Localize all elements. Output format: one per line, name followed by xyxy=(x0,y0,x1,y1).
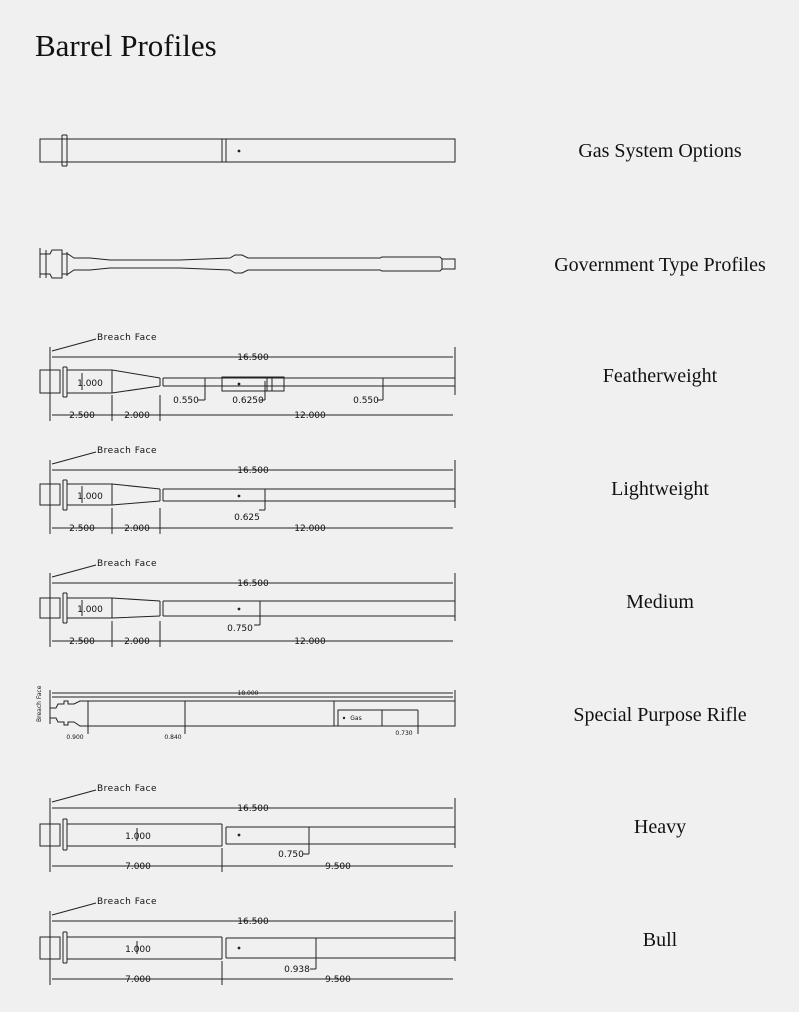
overall-length-dim: 16.500 xyxy=(237,353,269,363)
bore-dim: 1.000 xyxy=(125,945,151,955)
profile-heavy xyxy=(0,776,799,876)
segment-dim-1: 2.500 xyxy=(69,637,95,647)
diameter-dim-1: 0.938 xyxy=(284,965,310,975)
diameter-dim-2: 0.840 xyxy=(164,734,182,741)
barrel-drawing-featherweight xyxy=(0,325,470,425)
breach-face-label: Breach Face xyxy=(97,784,158,794)
overall-length-dim: 16.500 xyxy=(237,804,269,814)
diameter-dim-1: 0.900 xyxy=(66,734,84,741)
segment-dim-2: 2.000 xyxy=(124,524,150,534)
segment-dim-1: 2.500 xyxy=(69,524,95,534)
barrel-drawing-bull xyxy=(0,889,470,989)
profile-lightweight xyxy=(0,438,799,538)
overall-length-dim: 16.500 xyxy=(237,466,269,476)
diameter-dim-2: 0.6250 xyxy=(232,396,264,406)
barrel-drawing-heavy xyxy=(0,776,470,876)
bore-dim: 1.000 xyxy=(77,605,103,615)
barrel-drawing-gas-system xyxy=(0,130,470,180)
profile-government xyxy=(0,238,799,288)
segment-dim-2: 9.500 xyxy=(325,975,351,985)
profile-label: Gas System Options xyxy=(578,140,742,162)
profile-label: Featherweight xyxy=(602,365,718,387)
profile-label: Bull xyxy=(642,929,678,951)
bore-dim: 1.000 xyxy=(77,379,103,389)
page-title: Barrel Profiles xyxy=(35,28,217,63)
segment-dim-2: 9.500 xyxy=(325,862,351,872)
segment-dim-2: 2.000 xyxy=(124,637,150,647)
segment-dim-1: 2.500 xyxy=(69,411,95,421)
barrel-drawing-medium xyxy=(0,551,470,651)
segment-dim-3: 12.000 xyxy=(294,524,326,534)
profile-special-purpose-rifle xyxy=(0,684,799,744)
diameter-dim-3: 0.550 xyxy=(353,396,379,406)
diameter-dim-1: 0.550 xyxy=(173,396,199,406)
segment-dim-1: 7.000 xyxy=(125,975,151,985)
profile-bull xyxy=(0,889,799,989)
barrel-drawing-spr xyxy=(0,684,470,744)
profile-medium xyxy=(0,551,799,651)
gas-port-label: Gas xyxy=(350,715,362,722)
diameter-dim-1: 0.750 xyxy=(227,624,253,634)
segment-dim-2: 2.000 xyxy=(124,411,150,421)
diameter-dim-3: 0.730 xyxy=(395,730,413,737)
profile-label: Government Type Profiles xyxy=(554,254,766,276)
profile-label: Lightweight xyxy=(611,478,709,500)
barrel-drawing-government xyxy=(0,238,470,288)
segment-dim-3: 12.000 xyxy=(294,411,326,421)
profile-label: Special Purpose Rifle xyxy=(573,704,747,726)
breach-face-label: Breach Face xyxy=(97,559,158,569)
profile-label: Heavy xyxy=(633,816,687,838)
overall-length-dim: 16.500 xyxy=(237,917,269,927)
breach-face-label: Breach Face xyxy=(97,897,158,907)
profile-gas-system xyxy=(0,130,799,180)
breach-face-label: Breach Face xyxy=(97,446,158,456)
bore-dim: 1.000 xyxy=(77,492,103,502)
diameter-dim-1: 0.625 xyxy=(234,513,260,523)
overall-length-dim: 18.000 xyxy=(237,690,259,697)
profile-featherweight xyxy=(0,325,799,425)
segment-dim-1: 7.000 xyxy=(125,862,151,872)
barrel-drawing-lightweight xyxy=(0,438,470,538)
breach-face-label: Breach Face xyxy=(36,685,43,722)
breach-face-label: Breach Face xyxy=(97,333,158,343)
diameter-dim-1: 0.750 xyxy=(278,850,304,860)
profile-label: Medium xyxy=(626,591,694,613)
bore-dim: 1.000 xyxy=(125,832,151,842)
overall-length-dim: 16.500 xyxy=(237,579,269,589)
segment-dim-3: 12.000 xyxy=(294,637,326,647)
